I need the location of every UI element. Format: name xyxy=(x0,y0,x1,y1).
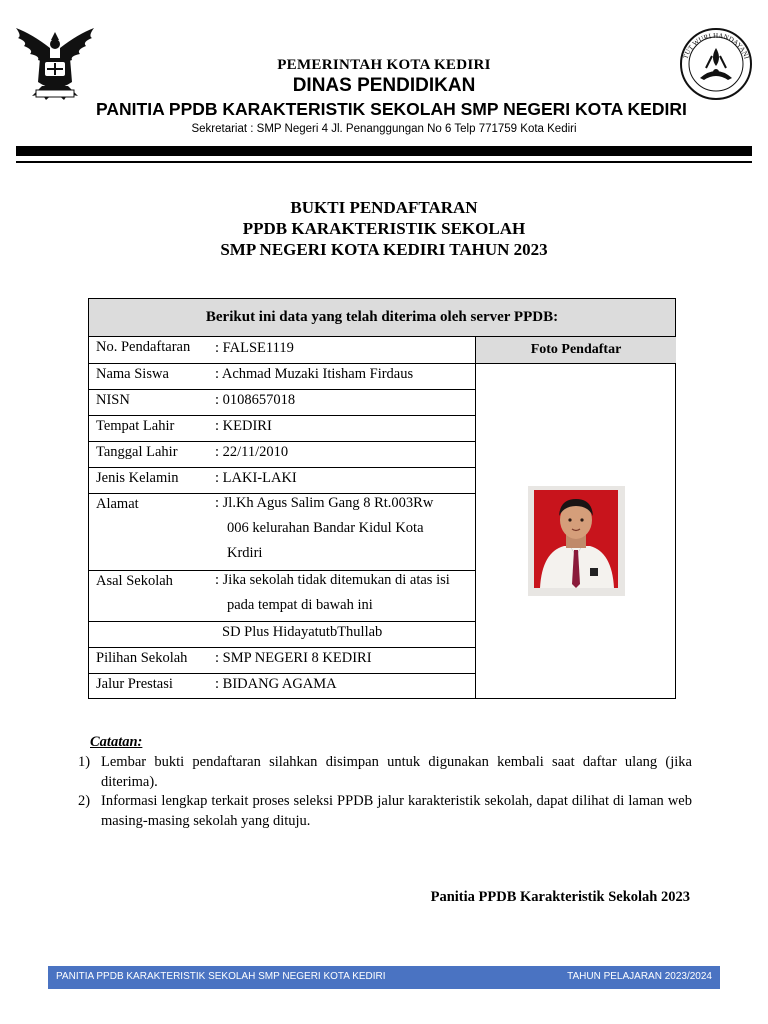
row-label: Asal Sekolah xyxy=(96,573,173,589)
row-value-continued: Krdiri xyxy=(227,545,263,561)
row-value: : KEDIRI xyxy=(215,418,272,434)
row-value-continued: 006 kelurahan Bandar Kidul Kota xyxy=(227,520,424,536)
note-number: 2) xyxy=(78,793,91,809)
logo-motto: TUT WURI HANDAYANI xyxy=(681,31,751,61)
row-value: SD Plus HidayatutbThullab xyxy=(222,624,383,640)
row-value: : BIDANG AGAMA xyxy=(215,676,337,692)
header-divider-thick xyxy=(16,146,752,156)
table-row-birthdate xyxy=(88,442,476,468)
garuda-emblem-icon xyxy=(12,24,98,104)
table-row-student-name xyxy=(88,364,476,390)
header-committee: PANITIA PPDB KARAKTERISTIK SEKOLAH SMP NEGERI KOTA KEDIRI xyxy=(96,99,687,119)
header-secretariat: Sekretariat : SMP Negeri 4 Jl. Penanggungan No 6 Telp 771759 Kota Kediri xyxy=(191,123,577,135)
row-label: Nama Siswa xyxy=(96,366,169,382)
row-value: : Jika sekolah tidak ditemukan di atas isi xyxy=(215,572,450,588)
footer-left-text: PANITIA PPDB KARAKTERISTIK SEKOLAH SMP NEGERI KOTA KEDIRI xyxy=(56,971,386,982)
committee-signature: Panitia PPDB Karakteristik Sekolah 2023 xyxy=(430,889,690,905)
table-row-birthplace xyxy=(88,416,476,442)
table-row-registration-number xyxy=(88,337,476,364)
row-label: Jalur Prestasi xyxy=(96,676,173,692)
row-label: Pilihan Sekolah xyxy=(96,650,188,666)
header-divider-thin xyxy=(16,161,752,163)
photo-heading: Foto Pendaftar xyxy=(476,337,676,364)
row-value-continued: pada tempat di bawah ini xyxy=(227,597,373,613)
document-title-1: BUKTI PENDAFTARAN xyxy=(290,198,478,217)
table-row-chosen-school xyxy=(88,648,476,674)
row-label: Tempat Lahir xyxy=(96,418,175,434)
note-text: Lembar bukti pendaftaran silahkan disimpan untuk digunakan kembali saat daftar ulang (jika diterima). xyxy=(101,754,692,790)
row-value: : FALSE1119 xyxy=(215,340,294,356)
tut-wuri-handayani-icon xyxy=(674,26,758,102)
footer-right-text: TAHUN PELAJARAN 2023/2024 xyxy=(567,971,712,982)
row-label: No. Pendaftaran xyxy=(96,339,191,355)
note-number: 1) xyxy=(78,754,91,770)
notes-title: Catatan: xyxy=(90,734,143,750)
page-footer xyxy=(48,966,720,989)
table-row-admission-path xyxy=(88,674,476,699)
table-row-address xyxy=(88,494,476,571)
header-government: PEMERINTAH KOTA KEDIRI xyxy=(277,57,491,73)
row-value: : 22/11/2010 xyxy=(215,444,289,460)
table-row-origin-school xyxy=(88,571,476,622)
row-label: NISN xyxy=(96,392,130,408)
table-row-school-name xyxy=(88,622,476,648)
applicant-photo xyxy=(528,486,625,596)
note-item xyxy=(78,752,692,792)
note-text: Informasi lengkap terkait proses seleksi PPDB jalur karakteristik sekolah, dapat dilihat di laman web masing-masing sekolah yang dituju. xyxy=(101,793,692,829)
document-title-3: SMP NEGERI KOTA KEDIRI TAHUN 2023 xyxy=(220,240,548,259)
row-label: Alamat xyxy=(96,496,139,512)
table-row-nisn xyxy=(88,390,476,416)
note-item xyxy=(78,791,692,831)
row-label: Jenis Kelamin xyxy=(96,470,179,486)
header-department: DINAS PENDIDIKAN xyxy=(292,75,476,96)
row-value: : Achmad Muzaki Itisham Firdaus xyxy=(215,366,414,382)
row-value: : Jl.Kh Agus Salim Gang 8 Rt.003Rw xyxy=(215,495,434,511)
row-value: : 0108657018 xyxy=(215,392,296,408)
row-value: : SMP NEGERI 8 KEDIRI xyxy=(215,650,372,666)
row-value: : LAKI-LAKI xyxy=(215,470,297,486)
table-heading: Berikut ini data yang telah diterima oleh server PPDB: xyxy=(88,298,676,337)
row-label: Tanggal Lahir xyxy=(96,444,178,460)
document-title-2: PPDB KARAKTERISTIK SEKOLAH xyxy=(242,219,526,238)
